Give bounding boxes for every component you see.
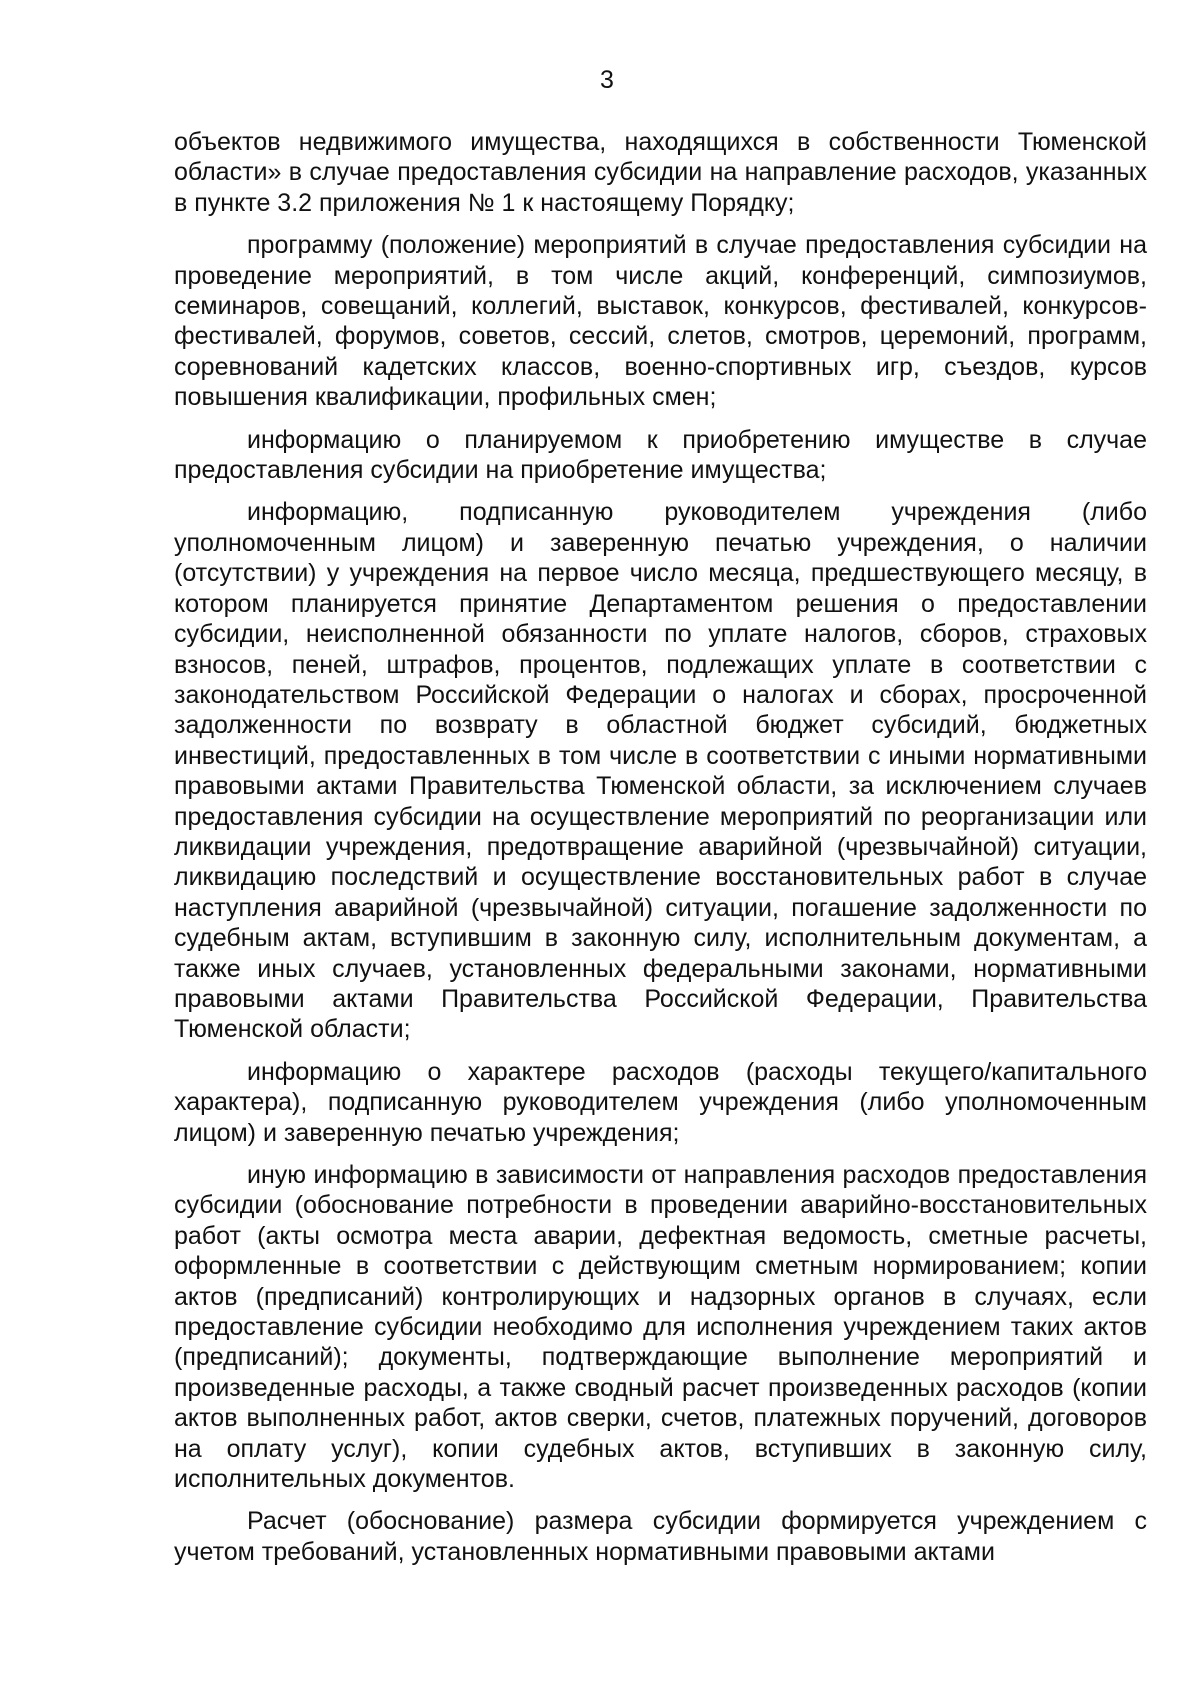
paragraph-property-info: информацию о планируемом к приобретению имуществе в случае предоставления субсидии на приобретение имущества; [174, 425, 1147, 485]
paragraph-expense-character: информацию о характере расходов (расходы текущего/капитального характера), подписанную руководителем учреждения (либо уполномоченным лицом) и заверенную печатью учреждения; [174, 1057, 1147, 1147]
paragraph-event-program: программу (положение) мероприятий в случае предоставления субсидии на проведение мероприятий, в том числе акций, конференций, симпозиумов, семинаров, совещаний, коллегий, выставок, конкурсов, фестивалей, конкурсов-фестивалей, форумов, советов, сессий, слетов, смотров, церемоний, программ, соревнований кадетских классов, военно-спортивных игр, съездов, курсов повышения квалификации, профильных смен; [174, 231, 1147, 412]
document-body [174, 127, 1147, 1567]
paragraph-other-info: иную информацию в зависимости от направления расходов предоставления субсидии (обоснование потребности в проведении аварийно-восстановительных работ (акты осмотра места аварии, дефектная ведомость, сметные расчеты, оформленные в соответствии с действующим сметным нормированием; копии актов (предписаний) контролирующих и надзорных органов в случаях, если предоставление субсидии необходимо для исполнения учреждением таких актов (предписаний); документы, подтверждающие выполнение мероприятий и произведенные расходы, а также сводный расчет произведенных расходов (копии актов выполненных работ, актов сверки, счетов, платежных поручений, договоров на оплату услуг), копии судебных актов, вступивших в законную силу, исполнительных документов. [174, 1161, 1147, 1494]
page-number: 3 [600, 66, 614, 94]
paragraph-continuation: объектов недвижимого имущества, находящихся в собственности Тюменской области» в случае предоставления субсидии на направление расходов, указанных в пункте 3.2 приложения № 1 к настоящему Порядку; [174, 128, 1147, 217]
paragraph-debt-info: информацию, подписанную руководителем учреждения (либо уполномоченным лицом) и заверенную печатью учреждения, о наличии (отсутствии) у учреждения на первое число месяца, предшествующего месяцу, в котором планируется принятие Департаментом решения о предоставлении субсидии, неисполненной обязанности по уплате налогов, сборов, страховых взносов, пеней, штрафов, процентов, подлежащих уплате в соответствии с законодательством Российской Федерации о налогах и сборах, просроченной задолженности по возврату в областной бюджет субсидий, бюджетных инвестиций, предоставленных в том числе в соответствии с иными нормативными правовыми актами Правительства Тюменской области, за исключением случаев предоставления субсидии на осуществление мероприятий по реорганизации или ликвидации учреждения, предотвращение аварийной (чрезвычайной) ситуации, ликвидацию последствий и осуществление восстановительных работ в случае наступления аварийной (чрезвычайной) ситуации, погашение задолженности по судебным актам, вступившим в законную силу, исполнительным документам, а также иных случаев, установленных федеральными законами, нормативными правовыми актами Правительства Российской Федерации, Правительства Тюменской области; [174, 498, 1147, 1044]
paragraph-subsidy-calculation: Расчет (обоснование) размера субсидии формируется учреждением с учетом требований, установленных нормативными правовыми актами [174, 1507, 1147, 1566]
